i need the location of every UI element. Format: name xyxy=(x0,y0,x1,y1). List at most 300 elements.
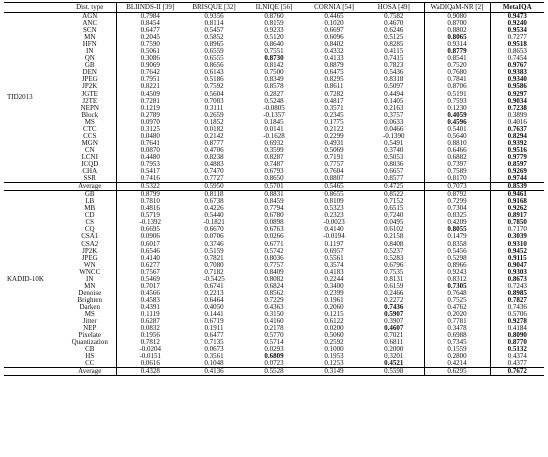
value-cell: 0.0870 xyxy=(116,147,184,154)
table-row xyxy=(4,226,544,233)
value-cell: 0.2592 xyxy=(324,339,344,347)
distortion-type-cell: MN xyxy=(84,282,96,290)
value-cell: 0.9233 xyxy=(264,27,284,35)
value-cell: 0.1961 xyxy=(324,296,344,304)
value-cell: 0.1559 xyxy=(424,346,490,353)
empty-cell xyxy=(4,368,64,376)
table-row xyxy=(4,48,544,55)
value-cell: 0.8221 xyxy=(116,83,184,90)
value-cell: 0.3907 xyxy=(384,318,404,326)
value-cell: 0.3086 xyxy=(116,55,184,62)
value-cell: 0.5604 xyxy=(204,90,224,98)
value-cell: 0.8036 xyxy=(384,160,404,168)
table-row xyxy=(4,346,544,353)
value-cell: 0.4521 xyxy=(384,360,404,368)
value-cell: 0.2399 xyxy=(324,289,344,297)
value-cell: 0.0970 xyxy=(116,119,184,126)
distortion-type-cell: CCS xyxy=(83,132,97,140)
value-cell: 0.3039 xyxy=(490,233,544,240)
value-cell: 0.5053 xyxy=(384,153,404,161)
value-cell: 0.7243 xyxy=(490,283,544,290)
distortion-type-cell: Jitter xyxy=(82,318,97,326)
value-cell: 0.8408 xyxy=(384,240,404,248)
value-cell: 0.8358 xyxy=(424,241,490,248)
value-cell: 0.4209 xyxy=(424,219,490,226)
value-cell: 0.5706 xyxy=(490,311,544,318)
distortion-type-cell: ICQD xyxy=(81,160,99,168)
value-cell: 0.0182 xyxy=(204,125,224,133)
table-row xyxy=(4,304,544,311)
empty-cell xyxy=(4,183,64,191)
value-cell: 0.9262 xyxy=(490,205,544,212)
average-value-cell: 0.3149 xyxy=(304,368,364,376)
table-row xyxy=(4,311,544,318)
value-cell: 0.7582 xyxy=(384,12,404,20)
value-cell: 0.8655 xyxy=(324,190,344,199)
value-cell: 0.5298 xyxy=(424,255,490,262)
header-cell xyxy=(4,3,64,13)
value-cell: 0.8090 xyxy=(490,332,544,339)
table-row xyxy=(4,175,544,183)
value-cell: 0.3201 xyxy=(384,353,404,361)
distortion-type-cell: CHA xyxy=(82,168,98,176)
distortion-type-cell: CC xyxy=(85,360,95,368)
distortion-type-cell: MB xyxy=(84,205,96,213)
value-cell: 0.2659 xyxy=(204,111,224,119)
distortion-type-cell: Quantization xyxy=(71,339,108,347)
average-value-cell: 0.8539 xyxy=(490,183,544,191)
value-cell: 0.7500 xyxy=(264,69,284,77)
value-cell: 0.7590 xyxy=(116,41,184,48)
value-cell: 0.8760 xyxy=(264,12,284,20)
value-cell: 0.7397 xyxy=(424,161,490,168)
value-cell: 0.6809 xyxy=(264,353,284,361)
value-cell: 0.2800 xyxy=(424,353,490,360)
value-cell: 0.4883 xyxy=(204,160,224,168)
distortion-type-cell: SCN xyxy=(82,27,97,35)
value-cell: 0.5060 xyxy=(324,332,344,340)
distortion-type-cell: GB xyxy=(84,190,95,199)
value-cell: 0.6246 xyxy=(384,27,404,35)
value-cell: 0.8312 xyxy=(424,276,490,283)
value-cell: 0.8792 xyxy=(424,191,490,199)
value-cell: 0.9269 xyxy=(490,168,544,175)
header-cell: Dist. type xyxy=(64,3,116,13)
table-row xyxy=(4,34,544,41)
value-cell: 0.1911 xyxy=(204,325,224,333)
value-cell: 0.9303 xyxy=(490,269,544,276)
value-cell: 0.1020 xyxy=(324,20,344,28)
value-cell: 0.4377 xyxy=(490,360,544,368)
average-label: Average xyxy=(64,183,116,191)
value-cell: -0.1821 xyxy=(203,219,225,227)
value-cell: 0.6796 xyxy=(384,261,404,269)
value-cell: 0.0480 xyxy=(116,133,184,140)
value-cell: -0.0023 xyxy=(323,219,345,227)
value-cell: 0.4059 xyxy=(424,112,490,119)
value-cell: 0.8965 xyxy=(204,41,224,49)
value-cell: 0.6780 xyxy=(264,212,284,220)
table-row xyxy=(4,318,544,325)
table-row xyxy=(4,41,544,48)
value-cell: 0.8640 xyxy=(264,41,284,49)
value-cell: 0.2345 xyxy=(324,111,344,119)
value-cell: 0.4115 xyxy=(384,48,404,56)
value-cell: 0.6555 xyxy=(204,55,224,63)
value-cell: 0.8730 xyxy=(264,55,284,63)
value-cell: -0.0194 xyxy=(323,233,345,241)
table-row xyxy=(4,98,544,105)
table-row xyxy=(4,69,544,76)
value-cell: 0.7757 xyxy=(264,261,284,269)
value-cell: 0.2158 xyxy=(384,233,404,241)
value-cell: -0.1357 xyxy=(263,111,285,119)
distortion-type-cell: IN xyxy=(86,48,94,56)
distortion-type-cell: JP2K xyxy=(82,83,98,91)
distortion-type-cell: LCNI xyxy=(81,153,98,161)
value-cell: 0.6811 xyxy=(384,339,404,347)
value-cell: 0.5401 xyxy=(424,126,490,133)
value-cell: 0.1000 xyxy=(324,346,344,354)
table-row xyxy=(4,212,544,219)
value-cell: 0.1775 xyxy=(324,118,344,126)
value-cell: 0.1219 xyxy=(116,105,184,112)
value-cell: 0.7810 xyxy=(116,198,184,205)
value-cell: 0.7229 xyxy=(264,296,284,304)
value-cell: 0.6159 xyxy=(384,282,404,290)
value-cell: 0.4140 xyxy=(116,255,184,262)
value-cell: 0.7238 xyxy=(490,105,544,112)
distortion-type-cell: CSA2 xyxy=(81,240,99,248)
value-cell: 0.3561 xyxy=(204,353,224,361)
table-row xyxy=(4,233,544,240)
distortion-type-cell: MGN xyxy=(81,139,98,147)
value-cell: 0.9310 xyxy=(490,241,544,248)
value-cell: 0.8577 xyxy=(384,175,404,183)
value-cell: 0.7182 xyxy=(204,268,224,276)
distortion-type-cell: CQ xyxy=(84,226,95,234)
value-cell: 0.1230 xyxy=(424,105,490,112)
value-cell: 0.6695 xyxy=(116,226,184,233)
value-cell: 0.4566 xyxy=(116,290,184,297)
value-cell: 0.7589 xyxy=(424,168,490,175)
distortion-type-cell: Block xyxy=(81,111,99,119)
distortion-type-cell: NEPN xyxy=(80,104,99,112)
value-cell: 0.7953 xyxy=(116,161,184,168)
value-cell: 0.5742 xyxy=(264,247,284,255)
table-row xyxy=(4,112,544,119)
distortion-type-cell: ANC xyxy=(82,20,98,28)
value-cell: 0.8611 xyxy=(324,83,344,91)
value-cell: 0.5457 xyxy=(204,27,224,35)
average-value-cell: 0.5950 xyxy=(184,183,244,191)
value-cell: 0.5237 xyxy=(384,247,404,255)
value-cell: 0.4762 xyxy=(424,304,490,311)
header-row xyxy=(4,3,544,13)
value-cell: -0.1628 xyxy=(263,132,285,140)
value-cell: 0.1441 xyxy=(204,310,224,318)
value-cell: 0.9744 xyxy=(490,175,544,183)
header-cell: BLIINDS-II [39] xyxy=(116,3,184,13)
average-value-cell: 0.5701 xyxy=(244,183,304,191)
value-cell: 0.5456 xyxy=(424,248,490,255)
average-value-cell: 0.7073 xyxy=(424,183,490,191)
table-row xyxy=(4,62,544,69)
value-cell: 0.8238 xyxy=(204,153,224,161)
value-cell: 0.9516 xyxy=(490,147,544,154)
value-cell: 0.3757 xyxy=(384,111,404,119)
average-value-cell: 0.5465 xyxy=(304,183,364,191)
value-cell: 0.5852 xyxy=(204,34,224,42)
value-cell: 0.7436 xyxy=(490,304,544,311)
value-cell: 0.6697 xyxy=(324,27,344,35)
table-row xyxy=(4,105,544,112)
table-row xyxy=(4,191,544,199)
value-cell: 0.5440 xyxy=(204,212,224,220)
value-cell: 0.6515 xyxy=(384,205,404,213)
average-value-cell: 0.6295 xyxy=(424,368,490,376)
value-cell: 0.4494 xyxy=(384,90,404,98)
value-cell: 0.7240 xyxy=(384,212,404,220)
table-row xyxy=(4,360,544,368)
value-cell: 0.8131 xyxy=(384,275,404,283)
value-cell: -0.1390 xyxy=(382,132,405,140)
value-cell: 0.8799 xyxy=(116,191,184,199)
value-cell: 0.1479 xyxy=(424,233,490,240)
distortion-type-cell: MS xyxy=(84,118,95,126)
value-cell: 0.4140 xyxy=(324,226,344,234)
value-cell: 0.7823 xyxy=(384,62,404,70)
distortion-type-cell: NEP xyxy=(83,325,97,333)
distortion-type-cell: CSA1 xyxy=(81,233,99,241)
value-cell: 0.1119 xyxy=(116,311,184,318)
table-row xyxy=(4,248,544,255)
value-cell: 0.6477 xyxy=(116,27,184,34)
value-cell: 0.0141 xyxy=(264,125,284,133)
value-cell: 0.7592 xyxy=(204,83,224,91)
value-cell: 0.6475 xyxy=(324,69,344,77)
value-cell: 0.8142 xyxy=(264,62,284,70)
value-cell: 0.9314 xyxy=(424,41,490,48)
value-cell: 0.7305 xyxy=(424,283,490,290)
average-value-cell: 0.4136 xyxy=(184,368,244,376)
value-cell: 0.5417 xyxy=(116,168,184,175)
value-cell: 0.5069 xyxy=(324,146,344,154)
value-cell: 0.5159 xyxy=(204,247,224,255)
value-cell: 0.8287 xyxy=(264,153,284,161)
table-row xyxy=(4,76,544,83)
value-cell: 0.7794 xyxy=(264,205,284,213)
value-cell: -0.1392 xyxy=(116,219,184,226)
value-cell: 0.7277 xyxy=(490,34,544,41)
value-cell: 0.7436 xyxy=(384,303,404,311)
value-cell: 0.7951 xyxy=(116,76,184,83)
value-cell: 0.9297 xyxy=(490,91,544,98)
value-cell: 0.1253 xyxy=(324,360,344,368)
table-row xyxy=(4,119,544,126)
value-cell: 0.4183 xyxy=(324,268,344,276)
value-cell: 0.7415 xyxy=(384,55,404,63)
value-cell: 0.5283 xyxy=(384,254,404,262)
value-cell: 0.8562 xyxy=(264,289,284,297)
value-cell: 0.7984 xyxy=(116,13,184,21)
value-cell: 0.8917 xyxy=(490,212,544,219)
average-value-cell: 0.5322 xyxy=(116,183,184,191)
header-cell: WaDIQaM-NR [2] xyxy=(424,3,490,13)
value-cell: 0.8706 xyxy=(424,83,490,90)
value-cell: 0.5561 xyxy=(324,254,344,262)
value-cell: 0.5640 xyxy=(424,133,490,140)
value-cell: 0.8770 xyxy=(490,339,544,346)
value-cell: 0.6122 xyxy=(324,318,344,326)
value-cell: 0.5491 xyxy=(384,139,404,147)
value-cell: 0.0898 xyxy=(264,219,284,227)
value-cell: 0.1956 xyxy=(116,332,184,339)
value-cell: 0.0706 xyxy=(204,233,224,241)
value-cell: 0.8065 xyxy=(424,34,490,41)
value-cell: 0.2244 xyxy=(324,275,344,283)
table-row xyxy=(4,276,544,283)
value-cell: 0.0293 xyxy=(264,346,284,354)
average-label: Average xyxy=(64,368,116,376)
table-row xyxy=(4,133,544,140)
value-cell: 0.8114 xyxy=(204,20,224,28)
table-row xyxy=(4,241,544,248)
value-cell: 0.4706 xyxy=(204,146,224,154)
value-cell: 0.7345 xyxy=(424,339,490,346)
average-value-cell: 0.5528 xyxy=(244,368,304,376)
value-cell: 0.8285 xyxy=(384,41,404,49)
value-cell: 0.7080 xyxy=(204,261,224,269)
value-cell: 0.7821 xyxy=(204,254,224,262)
value-cell: 0.9392 xyxy=(490,140,544,147)
distortion-type-cell: Denoise xyxy=(78,289,102,297)
value-cell: 0.6988 xyxy=(424,332,490,339)
table-row xyxy=(4,325,544,332)
value-cell: 0.7637 xyxy=(490,126,544,133)
value-cell: 0.8159 xyxy=(264,20,284,28)
value-cell: 0.6464 xyxy=(204,296,224,304)
distortion-type-cell: J2TE xyxy=(82,97,98,105)
value-cell: 0.4596 xyxy=(424,119,490,126)
value-cell: 0.9340 xyxy=(490,76,544,83)
value-cell: 0.7604 xyxy=(324,168,344,176)
value-cell: -0.0805 xyxy=(263,104,285,112)
table-body xyxy=(4,13,544,376)
value-cell: 0.7170 xyxy=(490,226,544,233)
value-cell: 0.7535 xyxy=(384,268,404,276)
value-cell: 0.7282 xyxy=(324,90,344,98)
distortion-type-cell: Pixelate xyxy=(78,332,102,340)
value-cell: 0.3599 xyxy=(264,146,284,154)
header-cell: MetaIQA xyxy=(490,3,544,13)
value-cell: 0.7727 xyxy=(204,175,224,183)
value-cell: 0.6738 xyxy=(204,198,224,206)
value-cell: 0.5097 xyxy=(384,83,404,91)
value-cell: 0.4332 xyxy=(324,48,344,56)
value-cell: 0.7304 xyxy=(424,205,490,212)
value-cell: 0.6932 xyxy=(264,139,284,147)
value-cell: 0.7827 xyxy=(490,297,544,304)
table-row xyxy=(4,219,544,226)
value-cell: 0.8777 xyxy=(204,139,224,147)
value-cell: 0.5323 xyxy=(324,205,344,213)
value-cell: 0.3571 xyxy=(324,104,344,112)
value-cell: 0.7642 xyxy=(116,69,184,76)
table-row xyxy=(4,168,544,175)
value-cell: 0.3111 xyxy=(204,104,224,112)
distortion-type-cell: WN xyxy=(83,261,96,269)
value-cell: 0.2163 xyxy=(384,104,404,112)
value-cell: 0.6957 xyxy=(324,247,344,255)
distortion-type-cell: MN xyxy=(84,34,96,42)
value-cell: 0.7152 xyxy=(384,198,404,206)
value-cell: 0.3478 xyxy=(424,325,490,332)
header-cell: CORNIA [54] xyxy=(304,3,364,13)
value-cell: 0.4160 xyxy=(264,318,284,326)
distortion-type-cell: CN xyxy=(84,146,95,154)
value-cell: 0.8118 xyxy=(204,190,224,199)
value-cell: 0.9240 xyxy=(490,20,544,27)
value-cell: 0.4214 xyxy=(424,360,490,368)
value-cell: 0.8454 xyxy=(116,20,184,27)
value-cell: 0.8656 xyxy=(204,62,224,70)
value-cell: 0.7487 xyxy=(264,160,284,168)
value-cell: 0.8295 xyxy=(324,76,344,84)
value-cell: 0.4465 xyxy=(324,12,344,20)
value-cell: 0.7416 xyxy=(116,175,184,183)
value-cell: -0.0204 xyxy=(116,346,184,353)
value-cell: 0.8810 xyxy=(424,140,490,147)
value-cell: 0.8055 xyxy=(424,226,490,233)
value-cell: 0.5120 xyxy=(264,34,284,42)
value-cell: 0.2789 xyxy=(116,112,184,119)
value-cell: 0.7454 xyxy=(490,55,544,62)
value-cell: 0.3899 xyxy=(490,112,544,119)
value-cell: 0.7648 xyxy=(424,290,490,297)
value-cell: 0.5719 xyxy=(116,212,184,219)
value-cell: 0.9080 xyxy=(424,13,490,21)
dataset-label: TID2013 xyxy=(7,93,33,102)
value-cell: 0.2142 xyxy=(204,132,224,140)
value-cell: 0.3574 xyxy=(324,261,344,269)
distortion-type-cell: HS xyxy=(85,353,95,361)
distortion-type-cell: IN xyxy=(86,275,94,283)
value-cell: 0.6824 xyxy=(264,282,284,290)
value-cell: 0.9356 xyxy=(204,12,224,20)
value-cell: 0.6017 xyxy=(116,241,184,248)
value-cell: 0.9034 xyxy=(490,98,544,105)
table-row xyxy=(4,83,544,90)
value-cell: 0.9767 xyxy=(490,62,544,69)
value-cell: 0.8325 xyxy=(424,212,490,219)
table-row xyxy=(4,27,544,34)
value-cell: 0.2020 xyxy=(424,311,490,318)
value-cell: 0.7191 xyxy=(324,153,344,161)
value-cell: 0.3150 xyxy=(264,310,284,318)
value-cell: 0.6793 xyxy=(264,168,284,176)
value-cell: 0.7812 xyxy=(116,339,184,346)
value-cell: 0.6657 xyxy=(384,168,404,176)
value-cell: 0.8653 xyxy=(490,48,544,55)
distortion-type-cell: QN xyxy=(84,55,95,63)
table-row xyxy=(4,353,544,360)
value-cell: 0.7567 xyxy=(116,269,184,276)
value-cell: 0.1845 xyxy=(264,118,284,126)
value-cell: 0.4363 xyxy=(264,303,284,311)
value-cell: 0.3125 xyxy=(116,126,184,133)
distortion-type-cell: CTC xyxy=(82,125,97,133)
